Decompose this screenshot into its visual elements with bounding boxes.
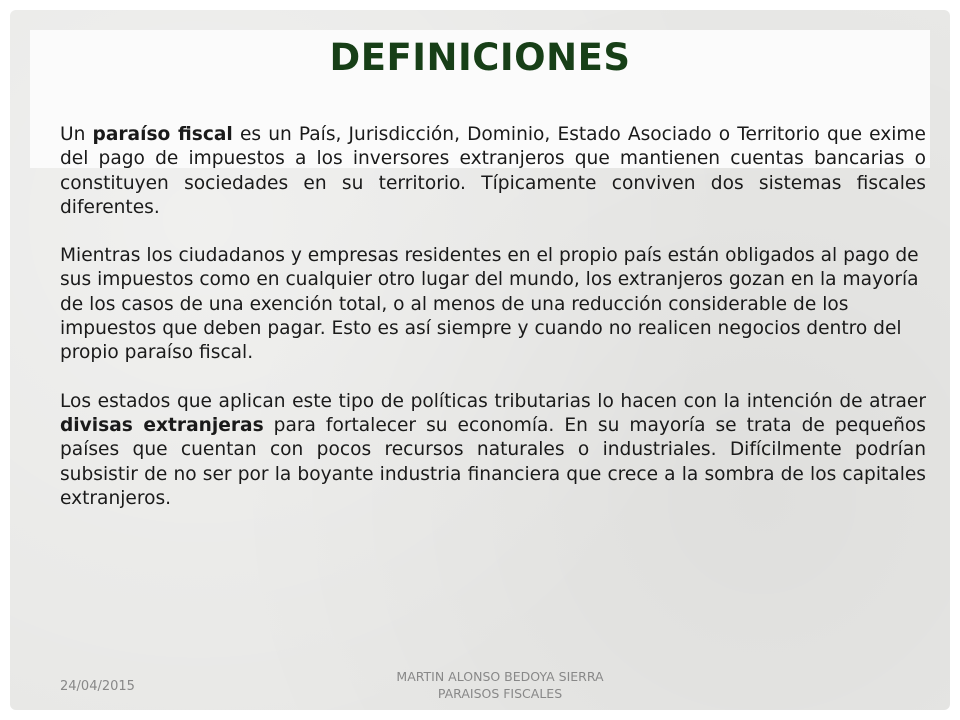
paragraph-2-text: Mientras los ciudadanos y empresas residentes en el propio país están obligados al pago de sus impuestos como en cualquier otro lugar del mundo, los extranjeros gozan en la mayoría de los casos de una exención total, o al menos de una reducción considerable de los impuestos que deben pagar. Esto es así siempre y cuando no realicen negocios dentro del propio paraíso fiscal. [60,245,919,364]
slide-title: DEFINICIONES [329,36,631,79]
paragraph-3-start: Los estados que aplican este tipo de políticas tributarias lo hacen con la intención de atraer [60,390,926,412]
paragraph-1-start: Un [60,124,93,145]
paragraph-states [60,390,926,511]
paragraph-definition [60,123,926,220]
slide-body [60,123,926,511]
paragraph-residents [60,244,926,365]
footer-subject: PARAISOS FISCALES [437,686,563,701]
term-divisas-extranjeras: divisas extranjeras [60,414,264,436]
footer-date: 24/04/2015 [60,679,135,694]
paragraph-3-end: para fortalecer su economía. En su mayoría se trata de pequeños países que cuentan con pocos recursos naturales o industriales. Difícilmente podrían subsistir de no ser por la boyante industria financiera que crece a la sombra de los capitales extranjeros. [60,414,926,509]
footer-author: MARTIN ALONSO BEDOYA SIERRA [396,669,604,684]
paragraph-1-end: es un País, Jurisdicción, Dominio, Estado Asociado o Territorio que exime del pago de impuestos a los inversores extranjeros que mantienen cuentas bancarias o constituyen sociedades en su territorio. Típicamente conviven dos sistemas fiscales diferentes. [60,124,926,218]
term-paraiso-fiscal: paraíso fiscal [92,124,233,145]
footer-center [330,668,670,702]
slide [10,10,950,710]
